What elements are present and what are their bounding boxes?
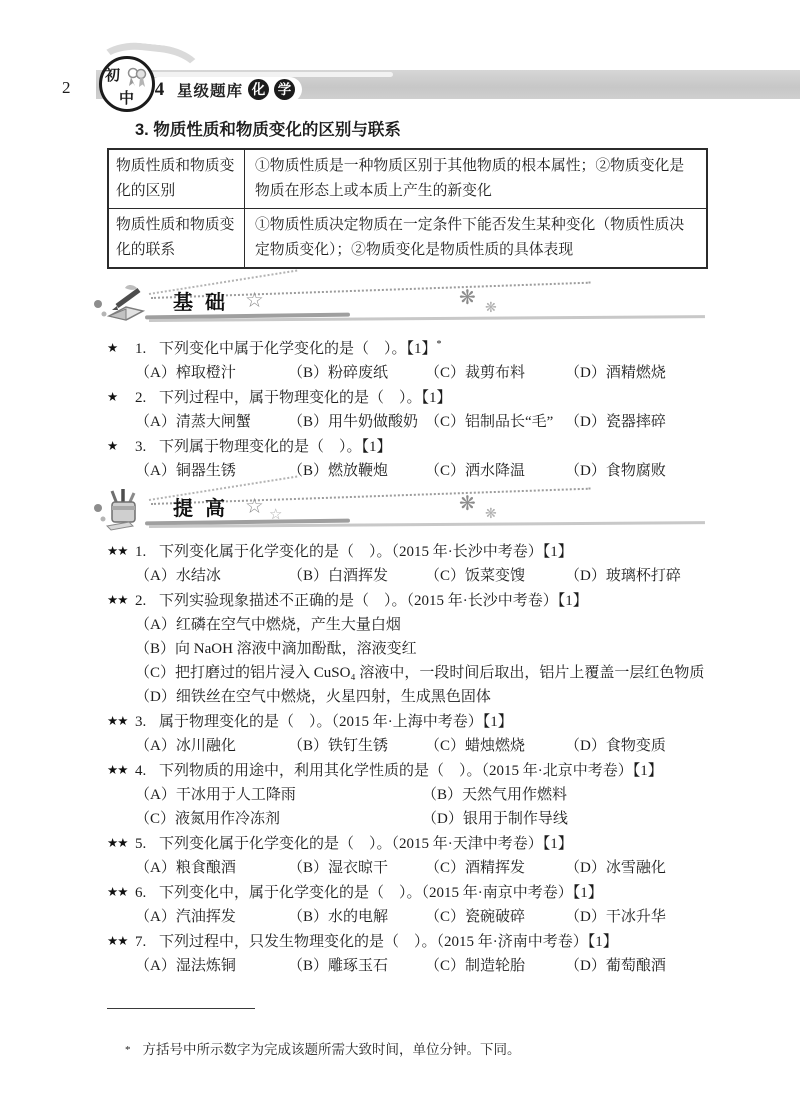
option-a: （A）榨取橙汁	[135, 365, 236, 381]
medal-icon	[125, 66, 149, 90]
series-title-badge	[147, 77, 302, 102]
star-icon: ☆	[269, 505, 283, 523]
question-stem: 下列物质的用途中，利用其化学性质的是（ ）。（2015 年·北京中考卷）【1】	[159, 763, 663, 779]
question-stem: 下列变化中属于化学变化的是（ ）。【1】	[159, 341, 437, 357]
question-number: 1.	[135, 341, 147, 357]
option-c: （C）制造轮胎	[425, 958, 526, 974]
option-b: （B）铁钉生锈	[288, 738, 389, 754]
option-b: （B）雕琢玉石	[288, 958, 389, 974]
star-icon: ☆	[245, 494, 264, 518]
question-stem-row	[107, 434, 711, 459]
question-stem: 属于物理变化的是（ ）。（2015 年·上海中考卷）【1】	[159, 714, 513, 730]
footnote	[125, 1038, 521, 1058]
subject-badge-xue: 学	[274, 79, 295, 100]
option-b: （B）湿衣晾干	[288, 860, 389, 876]
difficulty-stars: ★★	[107, 762, 128, 777]
table-term-cell: 物质性质和物质变化的区别	[108, 149, 245, 209]
question-number: 6.	[135, 885, 147, 901]
option-a: （A）汽油挥发	[135, 909, 236, 925]
page-number: 2	[62, 78, 71, 97]
difficulty-stars: ★★	[107, 592, 128, 607]
footnote-reference-asterisk: *	[436, 339, 442, 350]
option-b: （B）燃放鞭炮	[288, 463, 389, 479]
option-a: （A）铜器生锈	[135, 463, 236, 479]
footnote-marker: *	[125, 1044, 131, 1056]
question-number: 2.	[135, 593, 147, 609]
option-d: （D）玻璃杯打碎	[565, 568, 681, 584]
option-d: （D）葡萄酿酒	[565, 958, 666, 974]
options-row	[135, 410, 711, 434]
flower-icon: ❋	[459, 491, 476, 515]
basics-banner-title: 基础	[173, 292, 237, 314]
question-stem: 下列过程中，只发生物理变化的是（ ）。（2015 年·济南中考卷）【1】	[159, 934, 618, 950]
footnote-divider	[107, 1008, 255, 1009]
question-stem-row	[107, 831, 711, 856]
table-row	[108, 149, 707, 209]
option-d: （D）食物腐败	[565, 463, 666, 479]
advanced-section-banner	[93, 491, 711, 535]
question-stem: 下列实验现象描述不正确的是（ ）。（2015 年·长沙中考卷）【1】	[159, 593, 588, 609]
option-a: （A）湿法炼铜	[135, 958, 236, 974]
option-a: （A）干冰用于人工降雨	[135, 787, 296, 803]
advanced-question-list	[107, 539, 711, 978]
table-definition-cell: ①物质性质决定物质在一定条件下能否发生某种变化（物质性质决定物质变化）；②物质变化是物质性质的具体表现	[245, 209, 708, 269]
question-stem: 下列过程中，属于物理变化的是（ ）。【1】	[159, 390, 452, 406]
difficulty-stars: ★	[107, 340, 118, 355]
option-c: （C）蜡烛燃烧	[425, 738, 526, 754]
page-content	[107, 118, 711, 978]
options-row	[135, 361, 711, 385]
option-d: （D）瓷器摔碎	[565, 414, 666, 430]
option-d: （D）干冰升华	[565, 909, 666, 925]
pen-holder-icon	[93, 488, 153, 534]
notebook-pencil-icon	[93, 282, 153, 328]
options-row	[135, 807, 711, 831]
question-stem: 下列变化属于化学变化的是（ ）。（2015 年·天津中考卷）【1】	[159, 836, 573, 852]
options-row	[135, 734, 711, 758]
question-stem-row	[107, 929, 711, 954]
series-name: 星级题库	[177, 82, 244, 100]
option-b: （B）天然气用作燃料	[422, 787, 568, 803]
question-number: 3.	[135, 714, 147, 730]
option-a: （A）清蒸大闸蟹	[135, 414, 251, 430]
option-a: （A）红磷在空气中燃烧，产生大量白烟	[135, 617, 401, 633]
logo-char-top: 初	[105, 68, 121, 84]
question-number: 2.	[135, 390, 147, 406]
question-stem-row	[107, 333, 711, 361]
flower-icon: ❋	[485, 300, 497, 316]
option-c: （C）酒精挥发	[425, 860, 526, 876]
options-row	[135, 856, 711, 880]
question-stem: 下列变化属于化学变化的是（ ）。（2015 年·长沙中考卷）【1】	[159, 544, 573, 560]
option-b: （B）粉碎废纸	[288, 365, 389, 381]
question-number: 1.	[135, 544, 147, 560]
option-b: （B）水的电解	[288, 909, 389, 925]
question-stem-row	[107, 880, 711, 905]
question-stem-row	[107, 758, 711, 783]
difficulty-stars: ★★	[107, 713, 128, 728]
question-number: 5.	[135, 836, 147, 852]
option-a: （A）水结冰	[135, 568, 221, 584]
table-term-cell: 物质性质和物质变化的联系	[108, 209, 245, 269]
star-icon: ☆	[245, 288, 264, 312]
question-stem-row	[107, 588, 711, 613]
section-heading: 3. 物质性质和物质变化的区别与联系	[135, 121, 401, 139]
difficulty-stars: ★★	[107, 835, 128, 850]
option-b: （B）用牛奶做酸奶	[288, 414, 419, 430]
option-c: （C）把打磨过的铝片浸入 CuSO₄ 溶液中，一段时间后取出，铝片上覆盖一层红色物质	[135, 665, 705, 681]
question-stem-row	[107, 385, 711, 410]
option-c: （C）液氮用作冷冻剂	[135, 811, 281, 827]
flower-icon: ❋	[459, 285, 476, 309]
option-c: （C）裁剪布料	[425, 365, 526, 381]
question-stem-row	[107, 709, 711, 734]
table-definition-cell: ①物质性质是一种物质区别于其他物质的根本属性；②物质变化是物质在形态上或本质上产生的新变化	[245, 149, 708, 209]
question-stem-row	[107, 539, 711, 564]
difficulty-stars: ★	[107, 389, 118, 404]
options-row	[135, 459, 711, 483]
difficulty-stars: ★★	[107, 884, 128, 899]
options-row	[135, 564, 711, 588]
option-c: （C）铝制品长“毛”	[425, 414, 554, 430]
logo-char-bottom: 中	[119, 91, 135, 107]
basics-section-banner	[93, 285, 711, 329]
question-stem: 下列属于物理变化的是（ ）。【1】	[159, 439, 392, 455]
junior-high-logo	[99, 56, 155, 112]
option-c: （C）饭菜变馊	[425, 568, 526, 584]
option-c: （C）瓷碗破碎	[425, 909, 526, 925]
option-a: （A）冰川融化	[135, 738, 236, 754]
option-c: （C）洒水降温	[425, 463, 526, 479]
footnote-text: 方括号中所示数字为完成该题所需大致时间，单位分钟。下同。	[142, 1042, 521, 1057]
series-number: 4	[147, 77, 172, 102]
question-number: 4.	[135, 763, 147, 779]
options-row	[135, 905, 711, 929]
option-d: （D）酒精燃烧	[565, 365, 666, 381]
option-a: （A）粮食酿酒	[135, 860, 236, 876]
difficulty-stars: ★★	[107, 543, 128, 558]
difficulty-stars: ★★	[107, 933, 128, 948]
concept-table	[107, 148, 708, 269]
option-d: （D）冰雪融化	[565, 860, 666, 876]
question-stem: 下列变化中，属于化学变化的是（ ）。（2015 年·南京中考卷）【1】	[159, 885, 603, 901]
difficulty-stars: ★	[107, 438, 118, 453]
advanced-banner-title: 提高	[173, 498, 237, 520]
question-number: 3.	[135, 439, 147, 455]
options-row	[135, 783, 711, 807]
options-row	[135, 954, 711, 978]
question-number: 7.	[135, 934, 147, 950]
basics-question-list	[107, 333, 711, 483]
table-row	[108, 209, 707, 269]
option-d: （D）银用于制作导线	[422, 811, 568, 827]
option-d: （D）细铁丝在空气中燃烧，火星四射，生成黑色固体	[135, 689, 491, 705]
subject-badge-hua: 化	[248, 79, 269, 100]
option-b: （B）向 NaOH 溶液中滴加酚酞，溶液变红	[135, 641, 417, 657]
flower-icon: ❋	[485, 506, 497, 522]
option-d: （D）食物变质	[565, 738, 666, 754]
option-b: （B）白酒挥发	[288, 568, 389, 584]
